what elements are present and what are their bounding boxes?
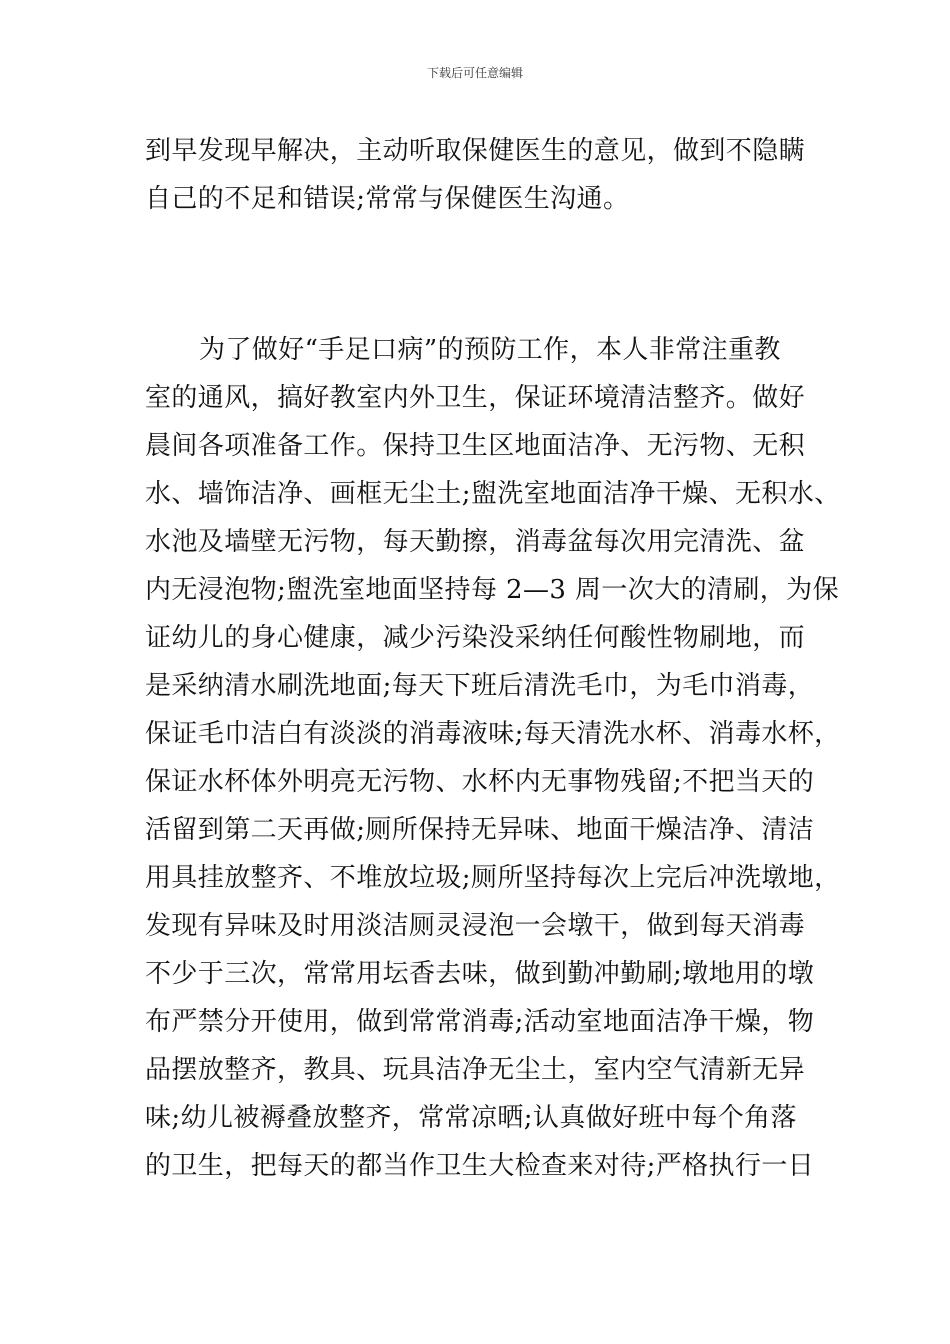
text-line: 活留到第二天再做;厕所保持无异味、地面干燥洁净、清洁 [145,815,815,845]
text-line: 水池及墙壁无污物，每天勤擦，消毒盆每次用完清洗、盆 [145,527,806,557]
text-line: 保证毛巾洁白有淡淡的消毒液味;每天清洗水杯、消毒水杯， [145,719,841,749]
text-line: 味;幼儿被褥叠放整齐，常常凉晒;认真做好班中每个角落 [145,1103,797,1133]
text-line: 品摆放整齐，教具、玩具洁净无尘土，室内空气清新无异 [145,1055,806,1085]
text-line: 不少于三次，常常用坛香去味，做到勤冲勤刷;墩地用的墩 [145,959,815,989]
text-line: 保证水杯体外明亮无污物、水杯内无事物残留;不把当天的 [145,767,815,797]
text-line: 晨间各项准备工作。保持卫生区地面洁净、无污物、无积 [145,431,806,461]
text-line: 用具挂放整齐、不堆放垃圾;厕所坚持每次上完后冲洗墩地， [145,863,841,893]
text-line-first: 为了做好“手足口病”的预防工作，本人非常注重教 [199,335,781,365]
text-line: 布严禁分开使用，做到常常消毒;活动室地面洁净干燥，物 [145,1007,815,1037]
text-line: 水、墙饰洁净、画框无尘土;盥洗室地面洁净干燥、无积水、 [145,479,841,509]
paragraph-continued [145,127,825,223]
page-header: 下载后可任意编辑 [426,66,523,80]
text-line: 室的通风，搞好教室内外卫生，保证环境清洁整齐。做好 [145,383,806,413]
text-line: 证幼儿的身心健康，减少污染没采纳任何酸性物刷地，而 [145,623,806,653]
paragraph-hygiene [145,326,841,1190]
text-line: 是采纳清水刷洗地面;每天下班后清洗毛巾，为毛巾消毒， [145,671,815,701]
text-line: 内无浸泡物;盥洗室地面坚持每 2—3 周一次大的清刷，为保 [145,575,839,605]
text-line: 自己的不足和错误;常常与保健医生沟通。 [145,184,630,214]
text-line: 到早发现早解决，主动听取保健医生的意见，做到不隐瞒 [145,136,806,166]
text-line: 发现有异味及时用淡洁厕灵浸泡一会墩干，做到每天消毒 [145,911,806,941]
text-line: 的卫生，把每天的都当作卫生大检查来对待;严格执行一日 [145,1151,815,1181]
